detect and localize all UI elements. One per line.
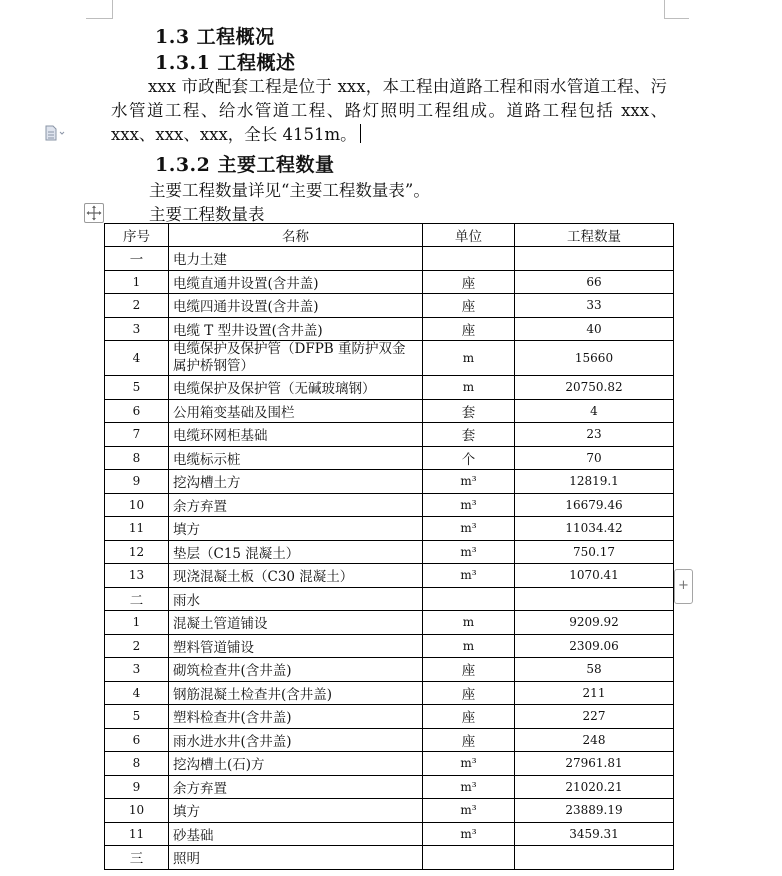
cell-name[interactable]: 电缆标示桩 xyxy=(169,446,423,470)
table-row xyxy=(105,564,674,588)
overview-paragraph[interactable] xyxy=(111,75,667,147)
cell-unit[interactable]: m³ xyxy=(423,540,515,564)
table-row xyxy=(105,846,674,870)
table-row xyxy=(105,376,674,400)
cell-no[interactable]: 1 xyxy=(105,270,169,294)
table-row xyxy=(105,799,674,823)
cell-unit[interactable] xyxy=(423,846,515,870)
cell-no[interactable]: 4 xyxy=(105,341,169,376)
cell-no[interactable]: 4 xyxy=(105,681,169,705)
cell-unit[interactable]: 座 xyxy=(423,681,515,705)
cell-qty[interactable]: 27961.81 xyxy=(515,752,674,776)
cell-qty[interactable]: 33 xyxy=(515,294,674,318)
cell-unit[interactable]: 座 xyxy=(423,294,515,318)
cell-no[interactable]: 7 xyxy=(105,423,169,447)
cell-name[interactable]: 挖沟槽土(石)方 xyxy=(169,752,423,776)
cell-qty[interactable] xyxy=(515,846,674,870)
cell-qty[interactable]: 16679.46 xyxy=(515,493,674,517)
cell-qty[interactable]: 1070.41 xyxy=(515,564,674,588)
text-cursor xyxy=(360,124,361,143)
cell-name[interactable]: 塑料检查井(含井盖) xyxy=(169,705,423,729)
section-heading: 1.3 工程概况 xyxy=(155,26,275,48)
cell-qty[interactable]: 248 xyxy=(515,728,674,752)
cell-name[interactable]: 电缆四通井设置(含井盖) xyxy=(169,294,423,318)
cell-no[interactable]: 9 xyxy=(105,470,169,494)
cell-qty[interactable] xyxy=(515,247,674,271)
cell-unit[interactable]: 座 xyxy=(423,705,515,729)
cell-name[interactable]: 填方 xyxy=(169,799,423,823)
cell-qty[interactable]: 9209.92 xyxy=(515,611,674,635)
header-unit: 单位 xyxy=(423,224,515,247)
header-qty: 工程数量 xyxy=(515,224,674,247)
table-row xyxy=(105,270,674,294)
cell-qty[interactable]: 15660 xyxy=(515,341,674,376)
cell-name[interactable]: 现浇混凝土板（C30 混凝土） xyxy=(169,564,423,588)
cell-name[interactable]: 填方 xyxy=(169,517,423,541)
cell-unit[interactable]: m³ xyxy=(423,493,515,517)
cell-unit[interactable]: m xyxy=(423,376,515,400)
cell-no[interactable]: 11 xyxy=(105,517,169,541)
document-icon[interactable] xyxy=(44,125,66,141)
move-handle-icon[interactable] xyxy=(84,203,104,223)
table-row xyxy=(105,294,674,318)
cell-name[interactable]: 混凝土管道铺设 xyxy=(169,611,423,635)
plus-icon[interactable]: + xyxy=(674,569,693,604)
overview-text: xxx 市政配套工程是位于 xxx，本工程由道路工程和雨水管道工程、污水管道工程、给水管道工程、路灯照明工程组成。道路工程包括 xxx、xxx、xxx、xxx，全长 4151m。 xyxy=(111,77,667,144)
cell-qty[interactable]: 58 xyxy=(515,658,674,682)
cell-qty[interactable]: 211 xyxy=(515,681,674,705)
cell-name[interactable]: 塑料管道铺设 xyxy=(169,634,423,658)
cell-name[interactable]: 电力土建 xyxy=(169,247,423,271)
table-row xyxy=(105,470,674,494)
quantities-table xyxy=(104,223,674,870)
cell-unit[interactable]: 座 xyxy=(423,317,515,341)
cell-no[interactable]: 一 xyxy=(105,247,169,271)
cell-unit[interactable]: m xyxy=(423,611,515,635)
cell-qty[interactable]: 70 xyxy=(515,446,674,470)
table-row xyxy=(105,728,674,752)
cell-unit[interactable] xyxy=(423,247,515,271)
cell-name[interactable]: 电缆 T 型井设置(含井盖) xyxy=(169,317,423,341)
overview-heading: 1.3.1 工程概述 xyxy=(155,52,296,74)
cell-name[interactable]: 挖沟槽土方 xyxy=(169,470,423,494)
cell-qty[interactable]: 750.17 xyxy=(515,540,674,564)
cell-qty[interactable]: 40 xyxy=(515,317,674,341)
cell-no[interactable]: 10 xyxy=(105,799,169,823)
table-row xyxy=(105,752,674,776)
header-no: 序号 xyxy=(105,224,169,247)
cell-name[interactable]: 电缆保护及保护管（DFPB 重防护双金属护桥钢管） xyxy=(169,341,423,376)
cell-name[interactable]: 电缆环网柜基础 xyxy=(169,423,423,447)
cell-unit[interactable]: 套 xyxy=(423,399,515,423)
cell-unit[interactable]: m³ xyxy=(423,752,515,776)
cell-name[interactable]: 垫层（C15 混凝土） xyxy=(169,540,423,564)
cell-no[interactable]: 9 xyxy=(105,775,169,799)
cell-no[interactable]: 11 xyxy=(105,822,169,846)
cell-unit[interactable]: 座 xyxy=(423,728,515,752)
table-row xyxy=(105,517,674,541)
table-row xyxy=(105,681,674,705)
cell-qty[interactable]: 11034.42 xyxy=(515,517,674,541)
cell-name[interactable]: 砌筑检查井(含井盖) xyxy=(169,658,423,682)
cell-no[interactable]: 6 xyxy=(105,399,169,423)
cell-qty[interactable]: 21020.21 xyxy=(515,775,674,799)
cell-name[interactable]: 余方弃置 xyxy=(169,493,423,517)
cell-no[interactable]: 10 xyxy=(105,493,169,517)
cell-unit[interactable]: m xyxy=(423,341,515,376)
cell-qty[interactable]: 4 xyxy=(515,399,674,423)
cell-unit[interactable]: m xyxy=(423,634,515,658)
cell-no[interactable]: 6 xyxy=(105,728,169,752)
cell-no[interactable]: 5 xyxy=(105,376,169,400)
cell-name[interactable]: 余方弃置 xyxy=(169,775,423,799)
cell-unit[interactable] xyxy=(423,587,515,611)
table-row xyxy=(105,423,674,447)
cell-qty[interactable]: 227 xyxy=(515,705,674,729)
cell-unit[interactable]: m³ xyxy=(423,799,515,823)
header-name: 名称 xyxy=(169,224,423,247)
table-row xyxy=(105,247,674,271)
table-row xyxy=(105,822,674,846)
cell-unit[interactable]: m³ xyxy=(423,564,515,588)
cell-unit[interactable]: m³ xyxy=(423,775,515,799)
table-row xyxy=(105,634,674,658)
table-row xyxy=(105,540,674,564)
cell-qty[interactable]: 12819.1 xyxy=(515,470,674,494)
table-row xyxy=(105,341,674,376)
cell-name[interactable]: 砂基础 xyxy=(169,822,423,846)
cell-name[interactable]: 雨水进水井(含井盖) xyxy=(169,728,423,752)
cell-no[interactable]: 8 xyxy=(105,446,169,470)
cell-no[interactable]: 二 xyxy=(105,587,169,611)
table-row xyxy=(105,446,674,470)
cell-qty[interactable]: 66 xyxy=(515,270,674,294)
cell-no[interactable]: 13 xyxy=(105,564,169,588)
cell-no[interactable]: 5 xyxy=(105,705,169,729)
cell-no[interactable]: 1 xyxy=(105,611,169,635)
table-caption: 主要工程数量表 xyxy=(149,205,265,224)
detail-text: 主要工程数量详见“主要工程数量表”。 xyxy=(149,181,430,200)
cell-unit[interactable]: 套 xyxy=(423,423,515,447)
table-header-row xyxy=(105,224,674,247)
cell-unit[interactable]: m³ xyxy=(423,822,515,846)
cell-name[interactable]: 电缆保护及保护管（无碱玻璃钢） xyxy=(169,376,423,400)
cell-qty[interactable] xyxy=(515,587,674,611)
cell-no[interactable]: 12 xyxy=(105,540,169,564)
table-row xyxy=(105,399,674,423)
cell-no[interactable]: 8 xyxy=(105,752,169,776)
table-row xyxy=(105,587,674,611)
page-corner-mark-left xyxy=(86,0,113,19)
cell-name[interactable]: 雨水 xyxy=(169,587,423,611)
cell-qty[interactable]: 20750.82 xyxy=(515,376,674,400)
cell-name[interactable]: 照明 xyxy=(169,846,423,870)
table-row xyxy=(105,493,674,517)
cell-unit[interactable]: 座 xyxy=(423,270,515,294)
cell-qty[interactable]: 3459.31 xyxy=(515,822,674,846)
cell-qty[interactable]: 2309.06 xyxy=(515,634,674,658)
cell-qty[interactable]: 23 xyxy=(515,423,674,447)
cell-name[interactable]: 电缆直通井设置(含井盖) xyxy=(169,270,423,294)
table-row xyxy=(105,775,674,799)
cell-qty[interactable]: 23889.19 xyxy=(515,799,674,823)
cell-unit[interactable]: m³ xyxy=(423,470,515,494)
table-row xyxy=(105,705,674,729)
cell-unit[interactable]: m³ xyxy=(423,517,515,541)
cell-unit[interactable]: 座 xyxy=(423,658,515,682)
cell-no[interactable]: 2 xyxy=(105,634,169,658)
page-corner-mark-right xyxy=(664,0,689,19)
quantities-heading: 1.3.2 主要工程数量 xyxy=(155,154,335,176)
cell-no[interactable]: 三 xyxy=(105,846,169,870)
table-row xyxy=(105,611,674,635)
table-row xyxy=(105,317,674,341)
cell-name[interactable]: 公用箱变基础及围栏 xyxy=(169,399,423,423)
table-row xyxy=(105,658,674,682)
cell-no[interactable]: 3 xyxy=(105,658,169,682)
cell-unit[interactable]: 个 xyxy=(423,446,515,470)
cell-no[interactable]: 3 xyxy=(105,317,169,341)
cell-no[interactable]: 2 xyxy=(105,294,169,318)
cell-name[interactable]: 钢筋混凝土检查井(含井盖) xyxy=(169,681,423,705)
